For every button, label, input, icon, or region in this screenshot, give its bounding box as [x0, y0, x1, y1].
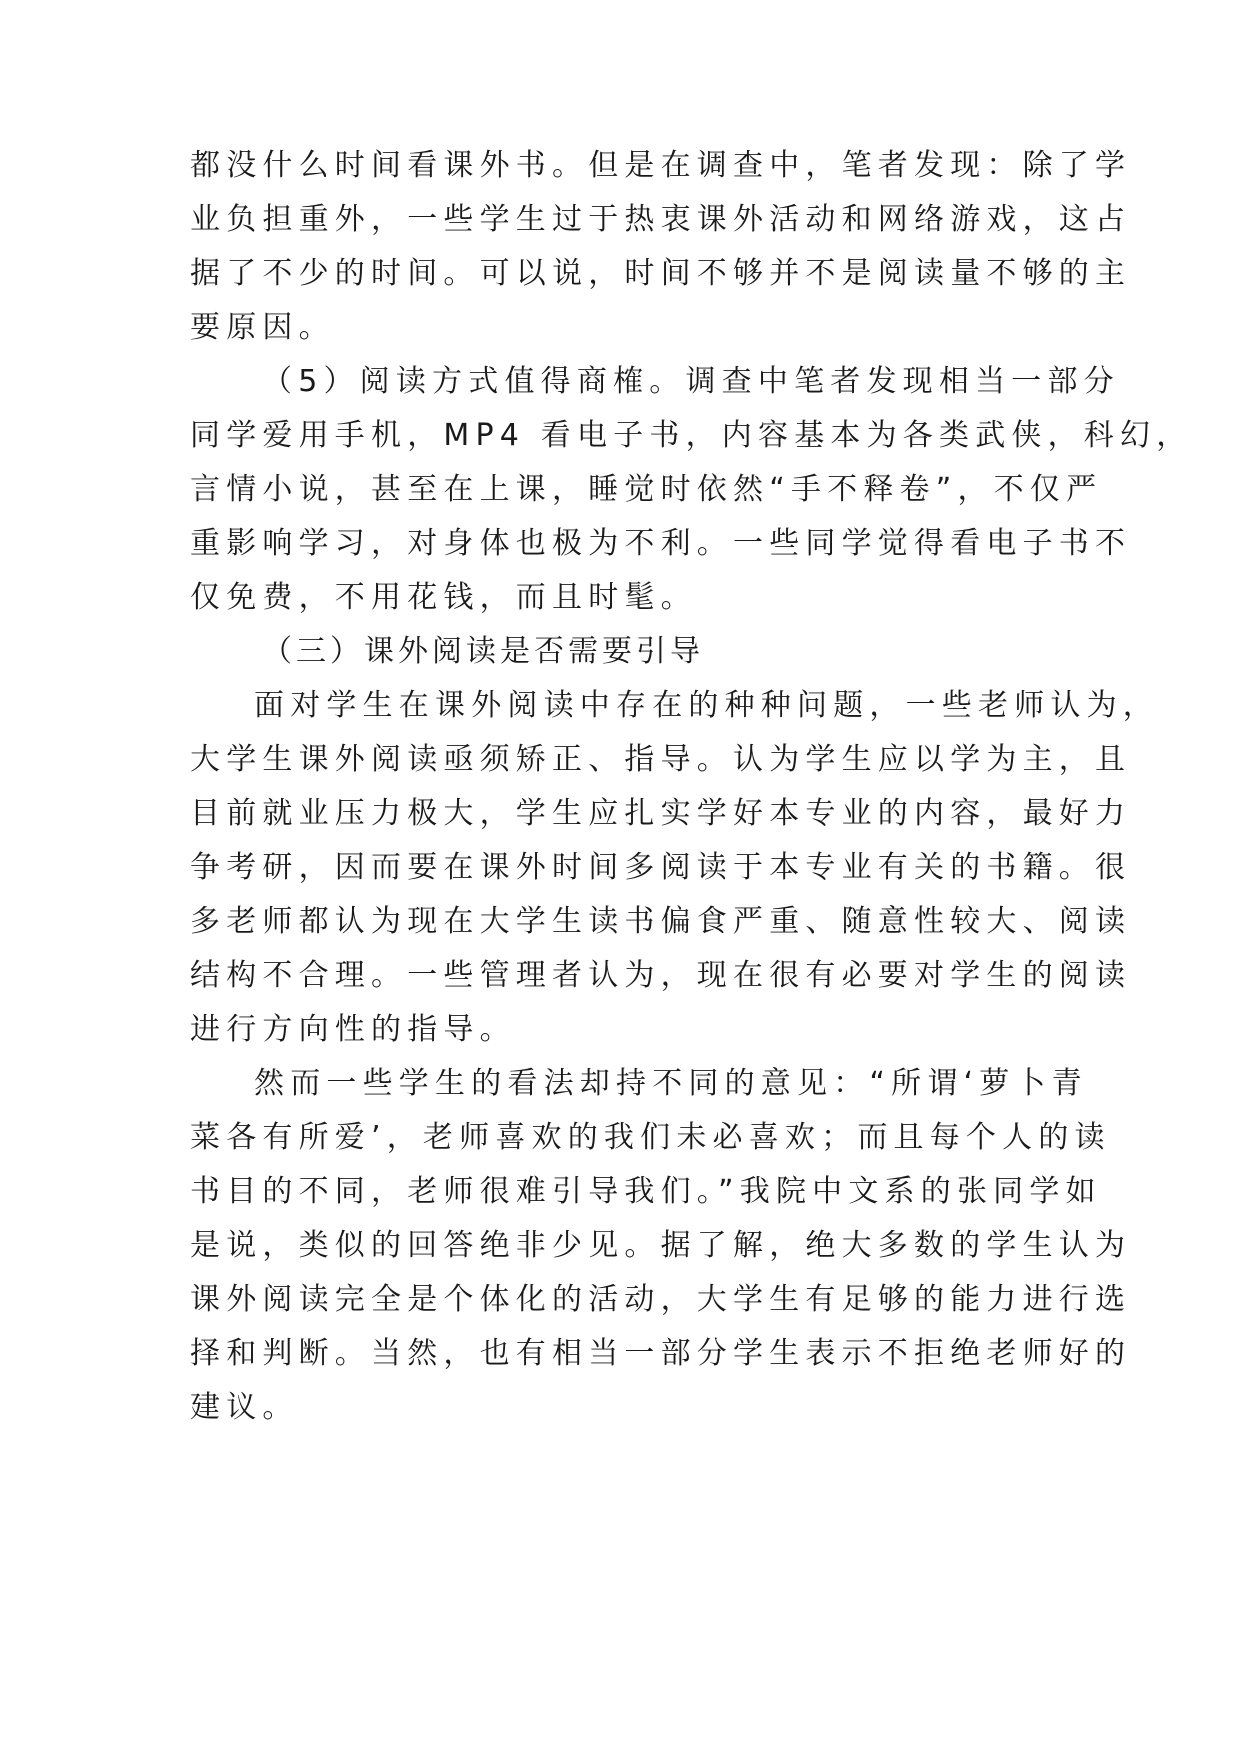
text-line: 目前就业压力极大，学生应扎实学好本专业的内容，最好力 — [190, 796, 1132, 831]
text-line: 是说，类似的回答绝非少见。据了解，绝大多数的学生认为 — [190, 1228, 1132, 1263]
text-line: 择和判断。当然，也有相当一部分学生表示不拒绝老师好的 — [190, 1336, 1132, 1371]
text-line: 据了不少的时间。可以说，时间不够并不是阅读量不够的主 — [190, 256, 1132, 291]
paragraph-start-line: （5）阅读方式值得商榷。调查中笔者发现相当一部分 — [262, 364, 1120, 399]
paragraph-start-line: 面对学生在课外阅读中存在的种种问题，一些老师认为， — [254, 688, 1159, 723]
text-line: 言情小说，甚至在上课，睡觉时依然“手不释卷”，不仅严 — [190, 472, 1103, 507]
text-line: 都没什么时间看课外书。但是在调查中，笔者发现：除了学 — [190, 148, 1132, 183]
text-line: 进行方向性的指导。 — [190, 1012, 516, 1047]
text-line: 菜各有所爱’，老师喜欢的我们未必喜欢；而且每个人的读 — [190, 1120, 1111, 1155]
text-line: 多老师都认为现在大学生读书偏食严重、随意性较大、阅读 — [190, 904, 1132, 939]
text-line: 课外阅读完全是个体化的活动，大学生有足够的能力进行选 — [190, 1282, 1132, 1317]
paragraph-start-line: 然而一些学生的看法却持不同的意见：“所谓‘萝卜青 — [254, 1066, 1088, 1101]
text-line: 结构不合理。一些管理者认为，现在很有必要对学生的阅读 — [190, 958, 1132, 993]
text-line: 大学生课外阅读亟须矫正、指导。认为学生应以学为主，且 — [190, 742, 1132, 777]
text-line: 重影响学习，对身体也极为不利。一些同学觉得看电子书不 — [190, 526, 1132, 561]
text-line: 建议。 — [190, 1390, 299, 1425]
text-line: 业负担重外，一些学生过于热衷课外活动和网络游戏，这占 — [190, 202, 1132, 237]
text-line: 要原因。 — [190, 310, 335, 345]
section-heading: （三）课外阅读是否需要引导 — [262, 634, 704, 669]
text-line: 同学爱用手机，MP4 看电子书，内容基本为各类武侠，科幻， — [190, 418, 1193, 453]
text-line: 争考研，因而要在课外时间多阅读于本专业有关的书籍。很 — [190, 850, 1132, 885]
text-line: 书目的不同，老师很难引导我们。”我院中文系的张同学如 — [190, 1174, 1102, 1209]
text-line: 仅免费，不用花钱，而且时髦。 — [190, 580, 697, 615]
